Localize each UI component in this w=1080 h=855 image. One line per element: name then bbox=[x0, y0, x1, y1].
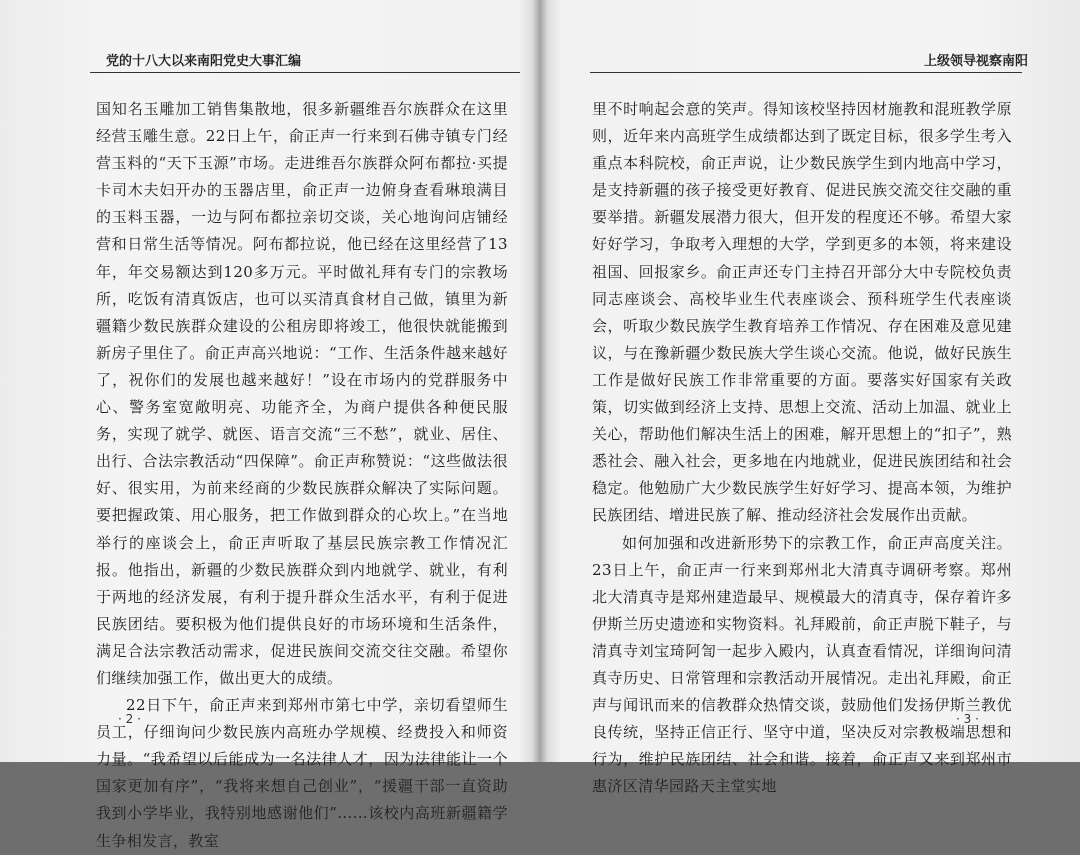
right-page-number: · 3 · bbox=[956, 712, 979, 726]
left-paragraph-2: 22日下午，俞正声来到郑州市第七中学，亲切看望师生员工，仔细询问少数民族内高班办学规模、经费投入和师资力量。“我希望以后能成为一名法律人才，因为法律能让一个国家更加有序”，“我将来想自己创业”，“援疆干部一直资助我到小学毕业，我特别地感谢他们”……该校内高班新疆籍学生争相发言，教室 bbox=[96, 696, 508, 850]
right-page bbox=[542, 0, 1080, 796]
left-running-head: 党的十八大以来南阳党史大事汇编 bbox=[106, 54, 302, 69]
left-page bbox=[0, 0, 538, 850]
right-paragraph-2: 如何加强和改进新形势下的宗教工作，俞正声高度关注。23日上午，俞正声一行来到郑州北大清真寺调研考察。郑州北大清真寺是郑州建造最早、规模最大的清真寺，保存着许多伊斯兰历史遗迹和实物资料。礼拜殿前，俞正声脱下鞋子，与清真寺刘宝琦阿訇一起步入殿内，认真查看情况，详细询问清真寺历史、日常管理和宗教活动开展情况。走出礼拜殿，俞正声与闻讯而来的信教群众热情交谈，鼓励他们发扬伊斯兰教优良传统，坚持正信正行、坚守中道，坚决反对宗教极端思想和行为，维护民族团结、社会和谐。接着，俞正声又来到郑州市惠济区清华园路天主堂实地 bbox=[592, 533, 1012, 796]
right-paragraph-1: 里不时响起会意的笑声。得知该校坚持因材施教和混班教学原则，近年来内高班学生成绩都达到了既定目标，很多学生考入重点本科院校，俞正声说，让少数民族学生到内地高中学习，是支持新疆的孩子接受更好教育、促进民族交流交往交融的重要举措。新疆发展潜力很大，但开发的程度还不够。希望大家好好学习，争取考入理想的大学，学到更多的本领，将来建设祖国、回报家乡。俞正声还专门主持召开部分大中专院校负责同志座谈会、高校毕业生代表座谈会、预科班学生代表座谈会，听取少数民族学生教育培养工作情况、存在困难及意见建议，与在豫新疆少数民族大学生谈心交流。他说，做好民族生工作是做好民族工作非常重要的方面。要落实好国家有关政策，切实做到经济上支持、思想上交流、活动上加温、就业上关心，帮助他们解决生活上的困难，解开思想上的“扣子”，熟悉社会、融入社会，更多地在内地就业，促进民族团结和社会稳定。他勉励广大少数民族学生好好学习、提高本领，为维护民族团结、增进民族了解、推动经济社会发展作出贡献。 bbox=[592, 100, 1012, 525]
left-paragraph-1: 国知名玉雕加工销售集散地，很多新疆维吾尔族群众在这里经营玉雕生意。22日上午，俞正声一行来到石佛寺镇专门经营玉料的“天下玉源”市场。走进维吾尔族群众阿布都拉·买提卡司木夫妇开办的玉器店里，俞正声一边俯身查看琳琅满目的玉料玉器，一边与阿布都拉亲切交谈，关心地询问店铺经营和日常生活等情况。阿布都拉说，他已经在这里经营了13年，年交易额达到120多万元。平时做礼拜有专门的宗教场所，吃饭有清真饭店，也可以买清真食材自己做，镇里为新疆籍少数民族群众建设的公租房即将竣工，他很快就能搬到新房子里住了。俞正声高兴地说：“工作、生活条件越来越好了，祝你们的发展也越来越好！”设在市场内的党群服务中心、警务室宽敞明亮、功能齐全，为商户提供各种便民服务，实现了就学、就医、语言交流“三不愁”，就业、居住、出行、合法宗教活动“四保障”。俞正声称赞说：“这些做法很好、很实用，为前来经商的少数民族群众解决了实际问题。要把握政策、用心服务，把工作做到群众的心坎上。”在当地举行的座谈会上，俞正声听取了基层民族宗教工作情况汇报。他指出，新疆的少数民族群众到内地就学、就业，有利于两地的经济发展，有利于提升群众生活水平，有利于促进民族团结。要积极为他们提供良好的市场环境和生活条件，满足合法宗教活动需求，促进民族间交流交往交融。希望你们继续加强工作，做出更大的成绩。 bbox=[96, 100, 508, 687]
right-running-head: 上级领导视察南阳 bbox=[923, 54, 1028, 69]
right-body-text bbox=[592, 96, 1012, 800]
right-head-rule bbox=[590, 72, 1022, 73]
left-page-number: · 2 · bbox=[118, 712, 141, 726]
left-body-text bbox=[96, 96, 508, 855]
left-head-rule bbox=[90, 72, 520, 73]
